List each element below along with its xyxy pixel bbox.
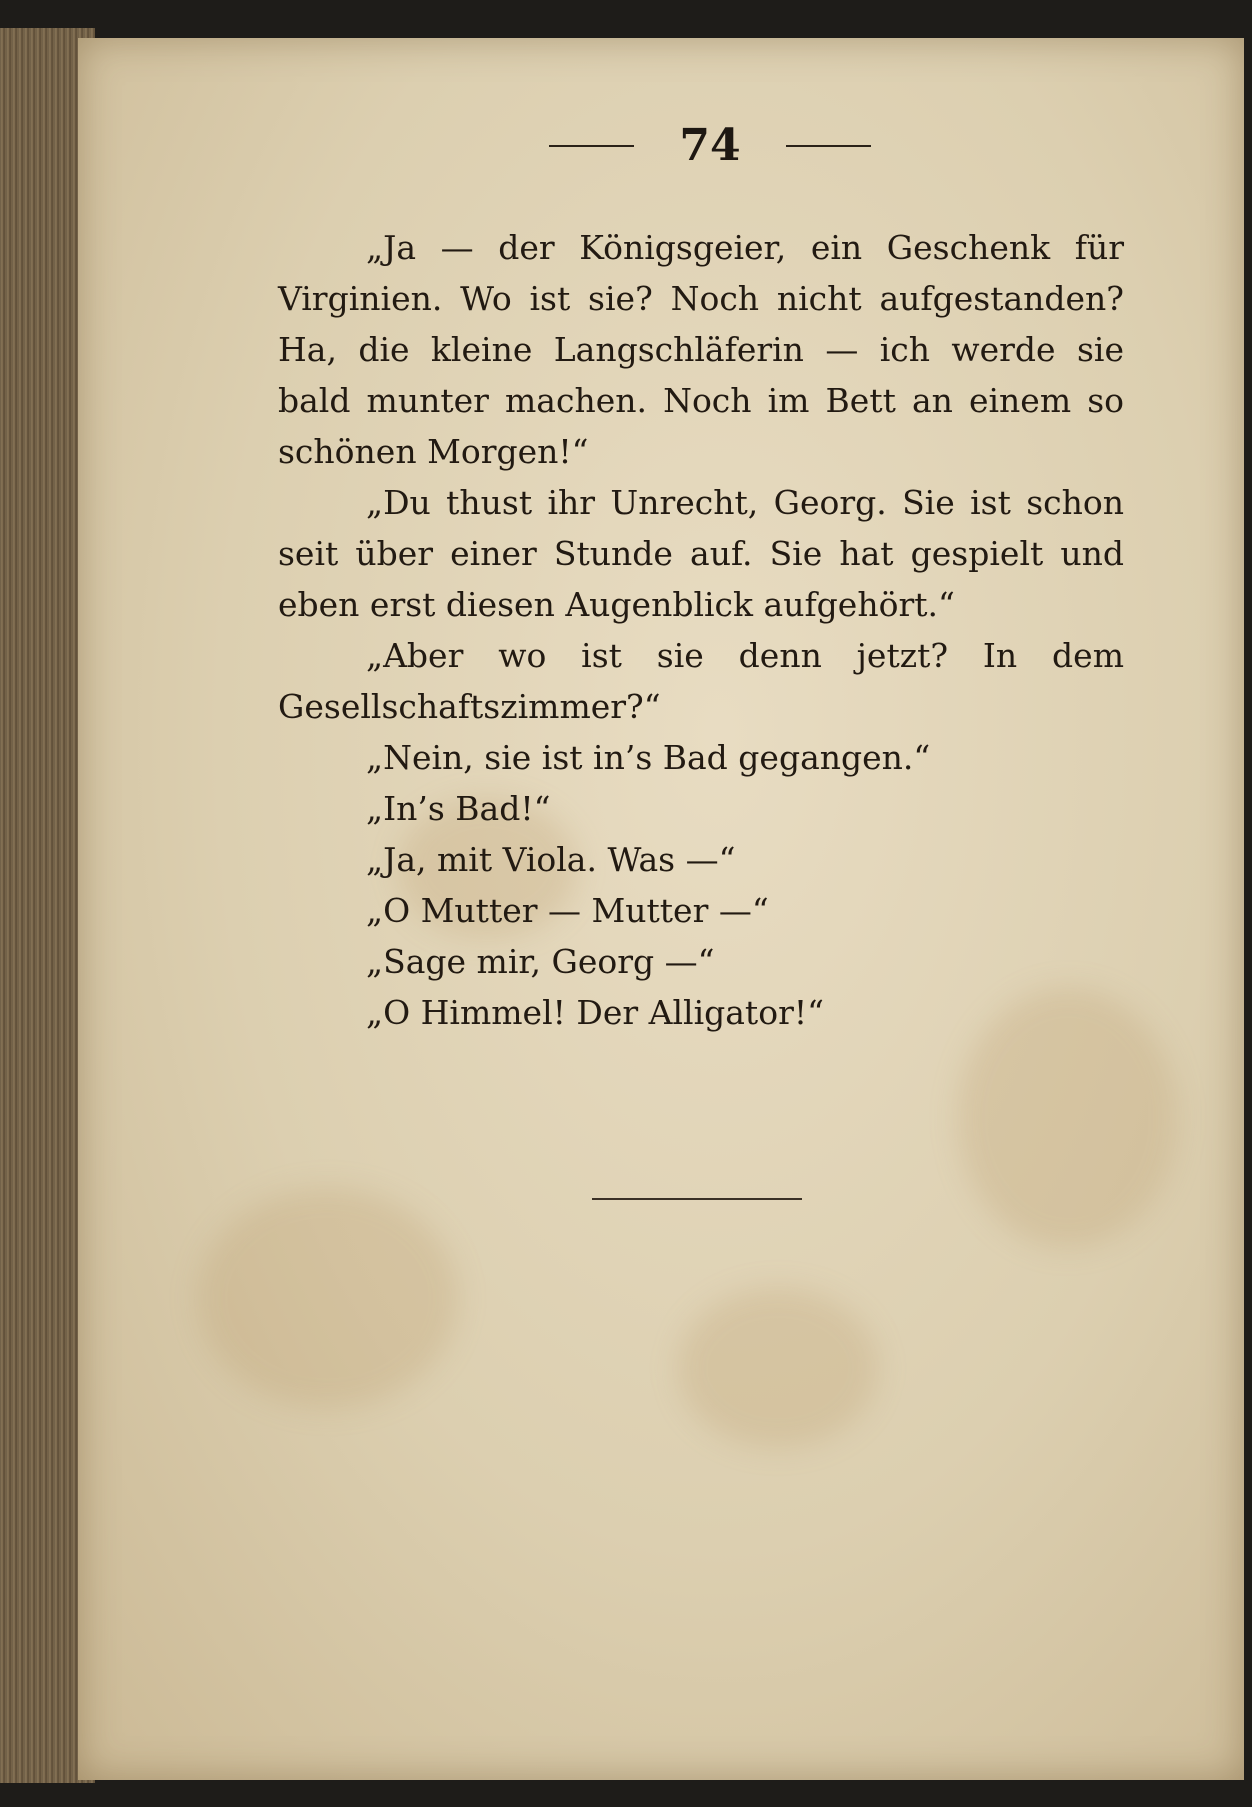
paragraph-3: „Aber wo ist sie denn jetzt? In dem Gesellschaftszimmer?“	[278, 636, 1124, 726]
paragraph-5: „In’s Bad!“	[366, 789, 551, 828]
paragraph-7: „O Mutter — Mutter —“	[366, 891, 769, 930]
header-rule-right	[786, 145, 871, 147]
page-header	[540, 120, 880, 171]
body-text	[278, 222, 1124, 1038]
chapter-end-rule	[592, 1198, 802, 1200]
paragraph-2: „Du thust ihr Unrecht, Georg. Sie ist schon seit über einer Stunde auf. Sie hat gespielt und eben erst diesen Augenblick aufgehört.“	[278, 483, 1124, 624]
paper-stain	[198, 1188, 458, 1408]
paragraph-9: „O Himmel! Der Alligator!“	[366, 993, 824, 1032]
paper-stain	[678, 1288, 878, 1448]
paragraph-8: „Sage mir, Georg —“	[366, 942, 715, 981]
page-number: 74	[679, 120, 741, 171]
paragraph-1: „Ja — der Königsgeier, ein Geschenk für Virginien. Wo ist sie? Noch nicht aufgestanden? Ha, die kleine Langschläferin — ich werde sie bald munter machen. Noch im Bett an einem so schönen Morgen!“	[278, 228, 1124, 471]
header-rule-left	[549, 145, 634, 147]
paragraph-6: „Ja, mit Viola. Was —“	[366, 840, 736, 879]
paragraph-4: „Nein, sie ist in’s Bad gegangen.“	[366, 738, 931, 777]
